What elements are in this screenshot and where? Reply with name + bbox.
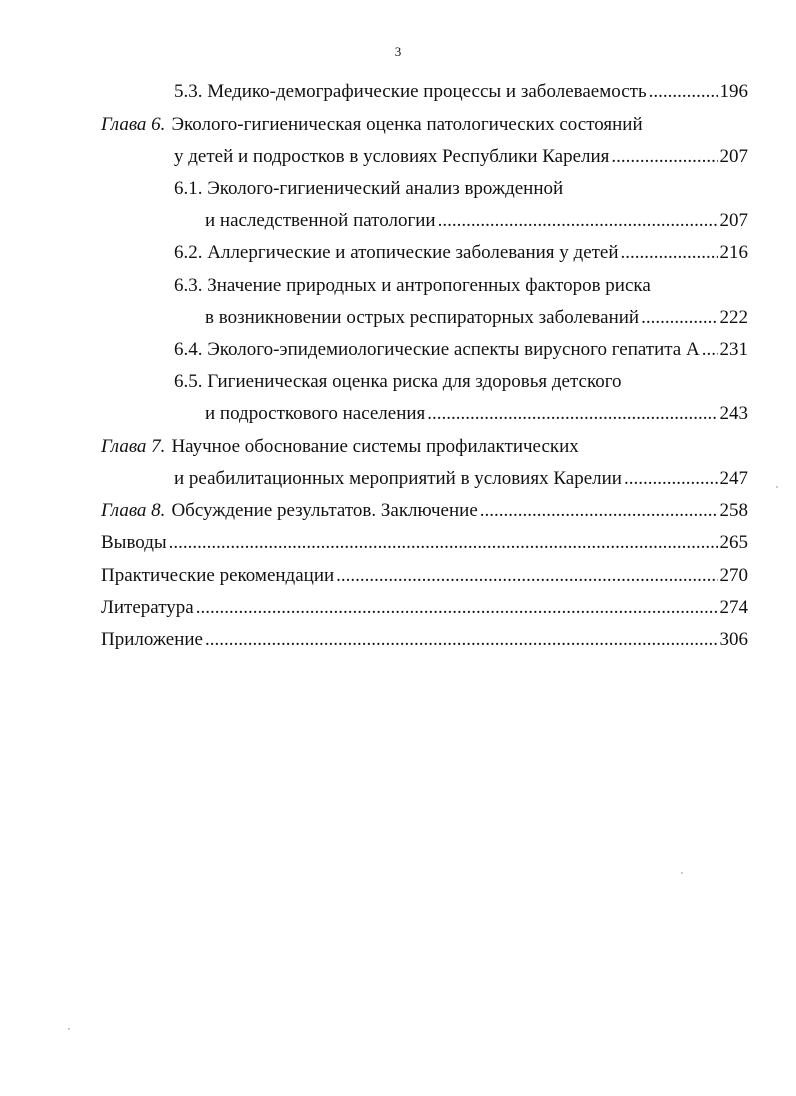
chapter-label: Глава 6. <box>101 114 166 135</box>
toc-entry-text: Обсуждение результатов. Заключение <box>171 500 478 521</box>
toc-entry-text: 5.3. Медико-демографические процессы и заболеваемость <box>174 81 647 102</box>
toc-entry-conclusions[interactable] <box>101 531 748 555</box>
leader-dots <box>621 241 718 265</box>
toc-entry-text: Выводы <box>101 532 167 553</box>
toc-entry-6-3-line-1[interactable] <box>174 274 651 298</box>
toc-page-number: 216 <box>719 242 748 263</box>
leader-dots <box>336 564 717 588</box>
leader-dots <box>624 467 718 491</box>
toc-page-number: 258 <box>719 500 748 521</box>
toc-page-number: 207 <box>719 210 748 231</box>
toc-entry-6-1-line-2[interactable] <box>205 209 748 233</box>
leader-dots <box>196 596 718 620</box>
toc-page-number: 243 <box>719 403 748 424</box>
toc-entry-text: 6.4. Эколого-эпидемиологические аспекты вирусного гепатита А <box>174 339 700 360</box>
toc-entry-text: и реабилитационных мероприятий в условиях Карелии <box>174 468 622 489</box>
toc-entry-appendix[interactable] <box>101 628 748 652</box>
leader-dots <box>427 402 717 426</box>
toc-entry-text: у детей и подростков в условиях Республики Карелия <box>174 146 610 167</box>
toc-entry-6-4[interactable] <box>174 338 748 362</box>
toc-entry-text: в возникновении острых респираторных заболеваний <box>205 307 640 328</box>
scan-speck <box>68 1028 70 1030</box>
toc-page-number: 274 <box>719 597 748 618</box>
toc-page-number: 265 <box>719 532 748 553</box>
leader-dots <box>641 306 717 330</box>
toc-page-number: 306 <box>719 629 748 650</box>
toc-entry-literature[interactable] <box>101 596 748 620</box>
toc-entry-text: Научное обоснование системы профилактических <box>171 436 579 457</box>
toc-entry-chapter-8[interactable] <box>101 499 748 523</box>
toc-entry-chapter-7-line-1[interactable] <box>101 435 579 459</box>
toc-entry-chapter-6-line-1[interactable] <box>101 113 643 137</box>
leader-dots <box>480 499 718 523</box>
toc-entry-6-3-line-2[interactable] <box>205 306 748 330</box>
toc-entry-text: Практические рекомендации <box>101 565 335 586</box>
toc-entry-text: и подросткового населения <box>205 403 426 424</box>
toc-page-number: 207 <box>719 146 748 167</box>
toc-entry-text: 6.2. Аллергические и атопические заболевания у детей <box>174 242 619 263</box>
chapter-label: Глава 7. <box>101 436 166 457</box>
toc-page-number: 196 <box>719 81 748 102</box>
toc-page-number: 231 <box>719 339 748 360</box>
toc-entry-text: 6.1. Эколого-гигиенический анализ врожденной <box>174 178 564 199</box>
leader-dots <box>649 80 718 104</box>
toc-entry-chapter-7-line-2[interactable] <box>174 467 748 491</box>
toc-entry-6-5-line-2[interactable] <box>205 402 748 426</box>
toc-entry-text: 6.5. Гигиеническая оценка риска для здоровья детского <box>174 371 622 392</box>
toc-entry-text: Эколого-гигиеническая оценка патологических состояний <box>171 114 643 135</box>
toc-entry-5-3[interactable] <box>174 80 748 104</box>
chapter-label: Глава 8. <box>101 500 166 521</box>
page-number: 3 <box>394 44 402 59</box>
toc-page-number: 222 <box>719 307 748 328</box>
toc-page-number: 270 <box>719 565 748 586</box>
leader-dots <box>438 209 718 233</box>
toc-entry-text: и наследственной патологии <box>205 210 436 231</box>
toc-entry-chapter-6-line-2[interactable] <box>174 145 748 169</box>
toc-page-number: 247 <box>719 468 748 489</box>
toc-entry-text: 6.3. Значение природных и антропогенных факторов риска <box>174 275 651 296</box>
toc-entry-text: Литература <box>101 597 194 618</box>
leader-dots <box>702 338 718 362</box>
toc-entry-6-1-line-1[interactable] <box>174 177 563 201</box>
toc-entry-text: Приложение <box>101 629 203 650</box>
scan-speck <box>681 872 683 874</box>
leader-dots <box>611 145 717 169</box>
leader-dots <box>169 531 718 555</box>
toc-entry-6-2[interactable] <box>174 241 748 265</box>
toc-entry-recommendations[interactable] <box>101 564 748 588</box>
toc-entry-6-5-line-1[interactable] <box>174 370 622 394</box>
leader-dots <box>205 628 718 652</box>
scan-speck <box>776 486 778 488</box>
